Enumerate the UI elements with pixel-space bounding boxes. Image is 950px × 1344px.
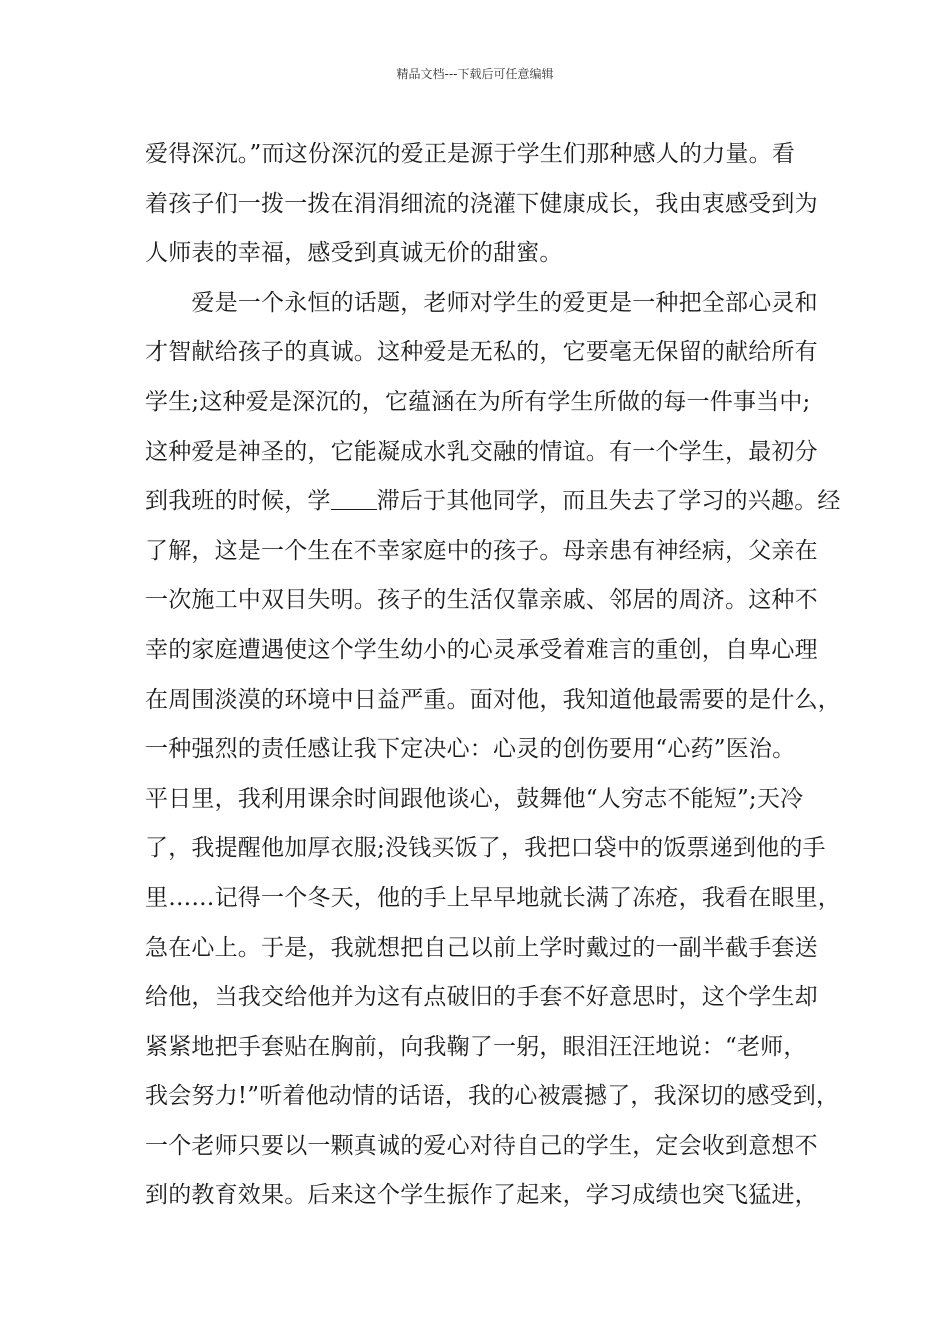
text-line: 学生;这种爱是深沉的，它蕴涵在为所有学生所做的每一件事当中; (145, 388, 811, 415)
page-header: 精品文档---下载后可任意编辑 (396, 67, 554, 81)
blank-underline (331, 487, 377, 510)
text-line: 这种爱是神圣的，它能凝成水乳交融的情谊。有一个学生，最初分 (145, 438, 818, 465)
text-line: 幸的家庭遭遇使这个学生幼小的心灵承受着难言的重创，自卑心理 (145, 636, 818, 663)
text-line: 在周围淡漠的环境中日益严重。面对他，我知道他最需要的是什么， (145, 686, 841, 713)
text-segment: 到我班的时候，学 (145, 488, 331, 515)
text-line: 平日里，我利用课余时间跟他谈心，鼓舞他“人穷志不能短”;天冷 (145, 785, 804, 812)
text-segment: 滞后于其他同学，而且失去了学习的兴趣。经 (376, 488, 841, 515)
text-line: 一个老师只要以一颗真诚的爱心对待自己的学生，定会收到意想不 (145, 1132, 818, 1159)
text-line: 了，我提醒他加厚衣服;没钱买饭了，我把口袋中的饭票递到他的手 (145, 835, 826, 862)
text-line: 才智献给孩子的真诚。这种爱是无私的，它要毫无保留的献给所有 (145, 339, 818, 366)
text-line: 着孩子们一拨一拨在涓涓细流的浇灌下健康成长，我由衷感受到为 (145, 190, 818, 217)
text-line: 了解，这是一个生在不幸家庭中的孩子。母亲患有神经病，父亲在 (145, 537, 818, 564)
text-line: 里……记得一个冬天，他的手上早早地就长满了冻疮，我看在眼里， (145, 884, 841, 911)
text-line (145, 477, 841, 527)
text-line: 我会努力!”听着他动情的话语，我的心被震撼了，我深切的感受到， (145, 1083, 840, 1110)
text-line: 急在心上。于是，我就想把自己以前上学时戴过的一副半截手套送 (145, 934, 818, 961)
text-line: 一次施工中双目失明。孩子的生活仅靠亲戚、邻居的周济。这种不 (145, 587, 818, 614)
text-line: 人师表的幸福，感受到真诚无价的甜蜜。 (145, 240, 563, 267)
text-line: 一种强烈的责任感让我下定决心：心灵的创伤要用“心药”医治。 (145, 736, 796, 763)
text-line: 到的教育效果。后来这个学生振作了起来，学习成绩也突飞猛进， (145, 1182, 818, 1209)
text-line: 爱得深沉。”而这份深沉的爱正是源于学生们那种感人的力量。看 (145, 141, 796, 167)
document-body (145, 130, 841, 1221)
text-line: 紧紧地把手套贴在胸前，向我鞠了一躬，眼泪汪汪地说：“老师， (145, 1033, 807, 1060)
text-line: 给他，当我交给他并为这有点破旧的手套不好意思时，这个学生却 (145, 984, 818, 1011)
text-line: 爱是一个永恒的话题，老师对学生的爱更是一种把全部心灵和 (145, 289, 818, 316)
